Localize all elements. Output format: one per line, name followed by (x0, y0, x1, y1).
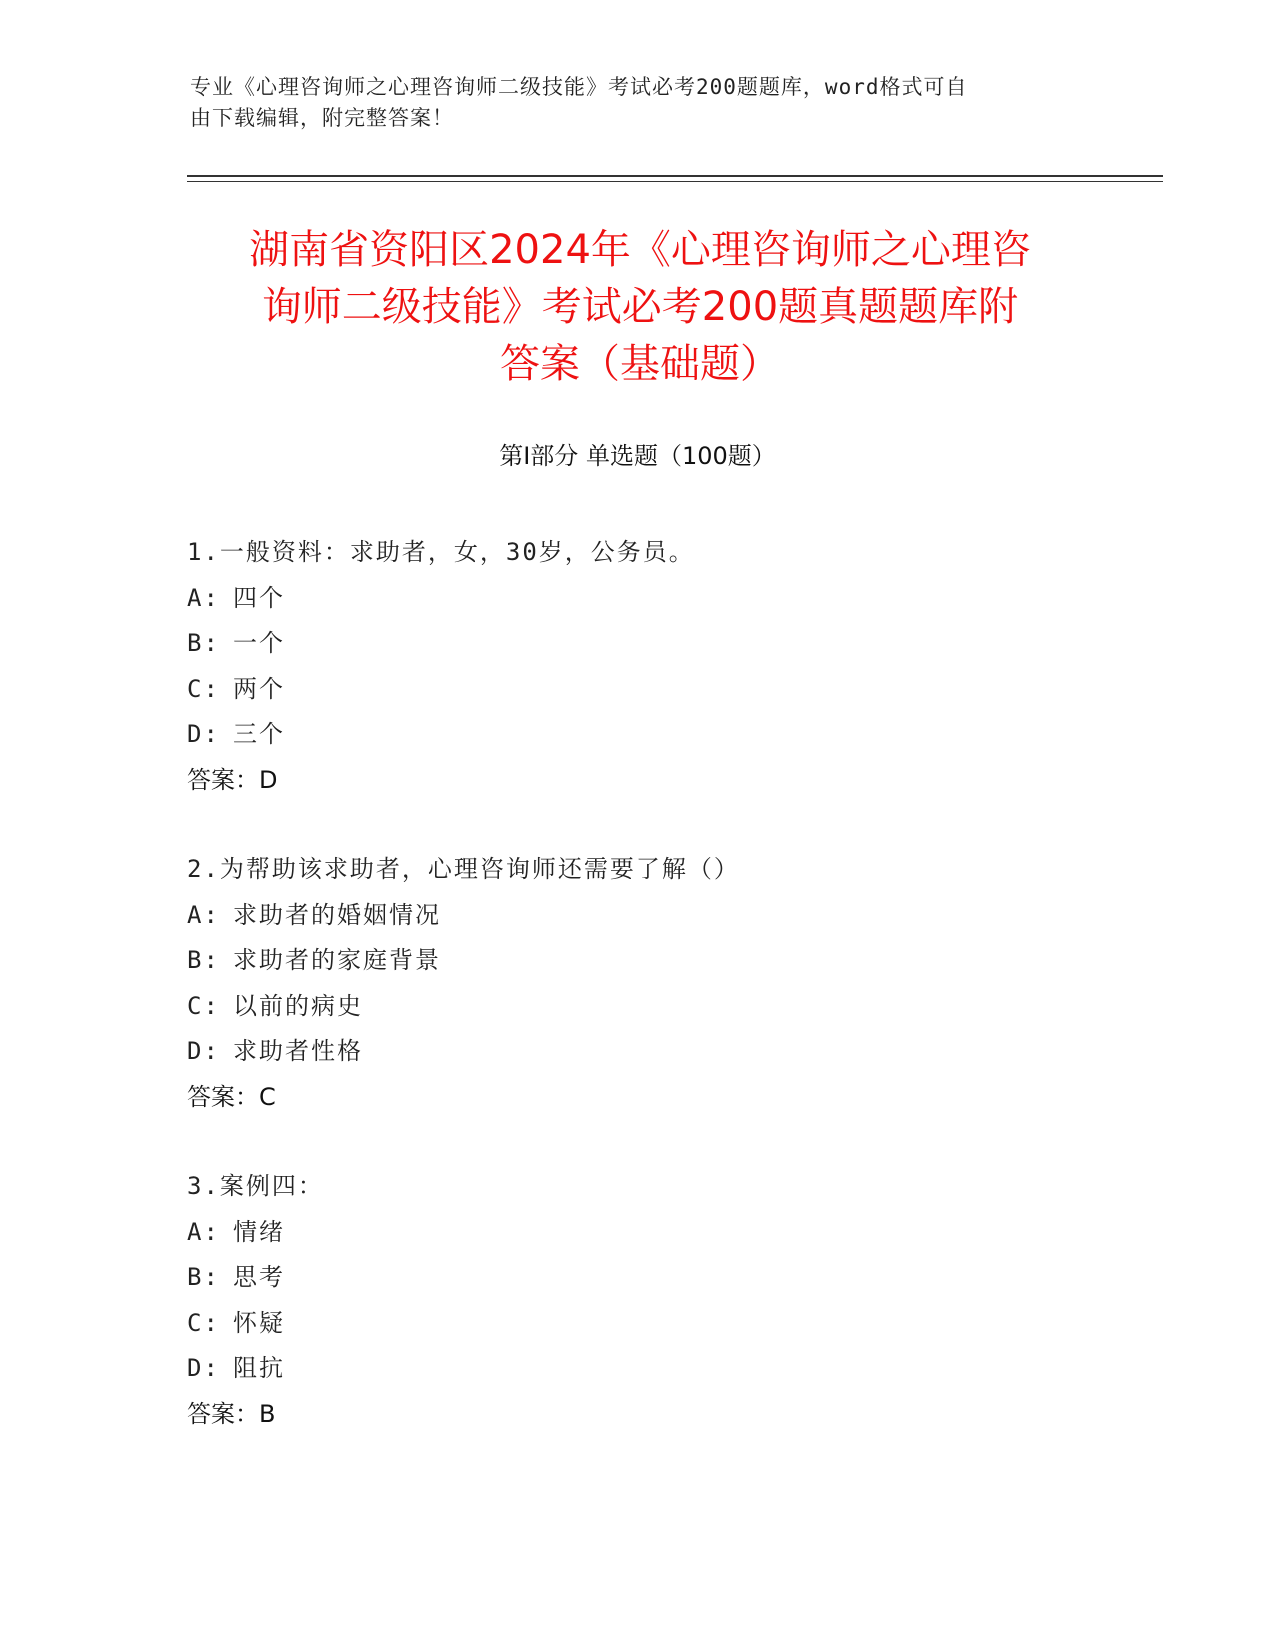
option-letter: B: (187, 946, 220, 974)
option-b (187, 1255, 1147, 1301)
option-text: 三个 (233, 720, 285, 748)
answer-line: 答案：C (187, 1082, 276, 1111)
header-note (190, 72, 1070, 134)
document-title-line-3: 答案（基础题） (500, 341, 780, 387)
section-heading: 第Ⅰ部分 单选题（100题） (499, 442, 776, 470)
option-letter: A: (187, 900, 220, 929)
option-text: 求助者的婚姻情况 (233, 900, 441, 929)
option-text: 阻抗 (233, 1354, 285, 1382)
option-text: 怀疑 (233, 1308, 285, 1337)
option-a (187, 1210, 1147, 1256)
option-text: 求助者性格 (233, 1037, 363, 1065)
option-letter: D: (187, 1037, 220, 1065)
question-3 (187, 1164, 1147, 1437)
question-stem: 2.为帮助该求助者，心理咨询师还需要了解（） (187, 855, 740, 883)
option-text: 思考 (233, 1263, 285, 1291)
option-d (187, 1346, 1147, 1392)
document-title (160, 222, 1120, 393)
option-letter: C: (187, 1308, 220, 1337)
header-rule-thick (187, 175, 1163, 177)
document-title-line-1: 湖南省资阳区2024年《心理咨询师之心理咨 (249, 227, 1031, 273)
header-rule-thin (187, 181, 1163, 182)
answer-line: 答案：D (187, 765, 278, 794)
question-2 (187, 847, 1147, 1120)
option-d (187, 712, 1147, 758)
option-letter: C: (187, 991, 220, 1020)
answer-line: 答案：B (187, 1399, 276, 1428)
option-text: 四个 (233, 583, 285, 612)
option-c (187, 667, 1147, 713)
option-letter: B: (187, 1263, 220, 1291)
option-letter: D: (187, 720, 220, 748)
option-letter: B: (187, 629, 220, 657)
option-c (187, 1301, 1147, 1347)
question-stem: 1.一般资料：求助者，女，30岁，公务员。 (187, 538, 695, 566)
option-letter: D: (187, 1354, 220, 1382)
header-note-line-2: 由下载编辑，附完整答案！ (190, 106, 454, 130)
option-text: 一个 (233, 629, 285, 657)
question-stem: 3.案例四： (187, 1172, 324, 1200)
option-text: 情绪 (233, 1217, 285, 1246)
option-letter: A: (187, 1217, 220, 1246)
option-c (187, 984, 1147, 1030)
question-list (187, 530, 1147, 1481)
option-b (187, 938, 1147, 984)
question-1 (187, 530, 1147, 803)
option-letter: A: (187, 583, 220, 612)
option-text: 两个 (233, 674, 285, 703)
document-title-line-2: 询师二级技能》考试必考200题真题题库附 (261, 284, 1019, 330)
option-letter: C: (187, 674, 220, 703)
option-a (187, 576, 1147, 622)
header-note-line-1: 专业《心理咨询师之心理咨询师二级技能》考试必考200题题库，word格式可自 (190, 75, 968, 99)
option-b (187, 621, 1147, 667)
option-a (187, 893, 1147, 939)
option-d (187, 1029, 1147, 1075)
option-text: 求助者的家庭背景 (233, 946, 441, 974)
option-text: 以前的病史 (233, 991, 363, 1020)
